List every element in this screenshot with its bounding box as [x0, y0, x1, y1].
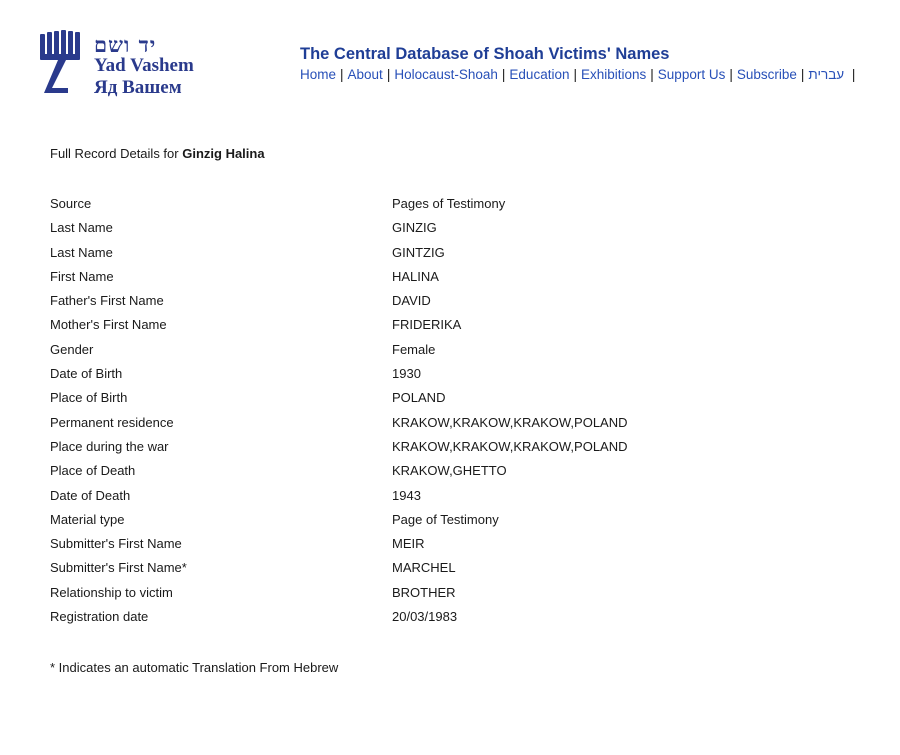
- record-details-table: [50, 196, 690, 633]
- field-label: Gender: [50, 341, 94, 357]
- field-value: FRIDERIKA: [392, 317, 462, 333]
- field-value: MARCHEL: [392, 560, 456, 576]
- field-value: POLAND: [392, 390, 446, 406]
- field-value: 1943: [392, 487, 421, 503]
- nav-home-link[interactable]: Home: [300, 67, 337, 82]
- field-label: Submitter's First Name*: [50, 560, 187, 576]
- field-value: 20/03/1983: [392, 609, 458, 625]
- field-value: DAVID: [392, 293, 431, 309]
- field-value: KRAKOW,KRAKOW,KRAKOW,POLAND: [392, 438, 628, 454]
- table-row: [50, 317, 690, 341]
- table-row: [50, 609, 690, 633]
- field-label: Source: [50, 196, 92, 211]
- field-label: Last Name: [50, 244, 113, 260]
- nav-about-link[interactable]: About: [347, 67, 383, 82]
- table-row: [50, 488, 690, 512]
- field-label: Place during the war: [50, 438, 169, 454]
- field-value: BROTHER: [392, 584, 456, 600]
- table-row: [50, 463, 690, 487]
- translation-footnote: * Indicates an automatic Translation From Hebrew: [50, 660, 339, 675]
- field-label: Material type: [50, 511, 125, 527]
- field-value: GINZIG: [392, 220, 437, 236]
- nav-separator: |: [650, 67, 654, 82]
- field-label: Last Name: [50, 220, 113, 236]
- field-label: Mother's First Name: [50, 317, 167, 333]
- record-person-name: Ginzig Halina: [182, 146, 265, 161]
- table-row: [50, 560, 690, 584]
- nav-separator: |: [573, 67, 577, 82]
- menorah-logo-icon: [38, 30, 86, 96]
- field-value: Female: [392, 341, 436, 357]
- record-title-prefix: Full Record Details for: [50, 146, 179, 161]
- nav-separator: |: [386, 67, 391, 82]
- field-value: 1930: [392, 366, 421, 382]
- table-row: [50, 512, 690, 536]
- field-value: GINTZIG: [392, 244, 445, 260]
- table-row: [50, 390, 690, 414]
- table-row: [50, 293, 690, 317]
- nav-education-link[interactable]: Education: [509, 67, 570, 82]
- table-row: [50, 196, 690, 220]
- nav-separator: |: [340, 67, 344, 82]
- table-row: [50, 536, 690, 560]
- field-label: Date of Birth: [50, 366, 123, 382]
- logo-russian-text: Яд Вашем: [94, 77, 182, 98]
- table-row: [50, 245, 690, 269]
- nav-support-us-link[interactable]: Support Us: [657, 67, 726, 82]
- table-row: [50, 415, 690, 439]
- nav-separator: |: [800, 67, 805, 82]
- table-row: [50, 269, 690, 293]
- field-label: First Name: [50, 268, 114, 284]
- yad-vashem-logo[interactable]: [38, 30, 218, 100]
- nav-hebrew-link[interactable]: עברית: [808, 67, 845, 82]
- site-title: The Central Database of Shoah Victims' Names: [300, 45, 670, 63]
- field-label: Place of Death: [50, 463, 136, 479]
- record-title: [50, 146, 265, 161]
- table-row: [50, 342, 690, 366]
- table-row: [50, 585, 690, 609]
- field-value: KRAKOW,GHETTO: [392, 463, 507, 479]
- field-value: Page of Testimony: [392, 511, 499, 527]
- table-row: [50, 439, 690, 463]
- field-value: MEIR: [392, 536, 425, 552]
- field-label: Registration date: [50, 609, 149, 625]
- field-value: HALINA: [392, 268, 439, 284]
- top-nav: [300, 67, 859, 82]
- field-label: Date of Death: [50, 487, 131, 503]
- nav-separator: |: [851, 67, 856, 82]
- nav-holocaust-shoah-link[interactable]: Holocaust-Shoah: [394, 67, 498, 82]
- table-row: [50, 366, 690, 390]
- table-row: [50, 220, 690, 244]
- logo-hebrew-text: יד ושם: [94, 32, 157, 57]
- field-label: Father's First Name: [50, 293, 164, 309]
- field-value: Pages of Testimony: [392, 196, 506, 211]
- field-label: Submitter's First Name: [50, 536, 182, 552]
- field-label: Permanent residence: [50, 414, 174, 430]
- nav-subscribe-link[interactable]: Subscribe: [736, 67, 797, 82]
- field-label: Relationship to victim: [50, 584, 173, 600]
- nav-separator: |: [729, 67, 733, 82]
- field-value: KRAKOW,KRAKOW,KRAKOW,POLAND: [392, 414, 628, 430]
- logo-english-text: Yad Vashem: [94, 55, 194, 76]
- field-label: Place of Birth: [50, 390, 128, 406]
- nav-separator: |: [501, 67, 506, 82]
- nav-exhibitions-link[interactable]: Exhibitions: [580, 67, 647, 82]
